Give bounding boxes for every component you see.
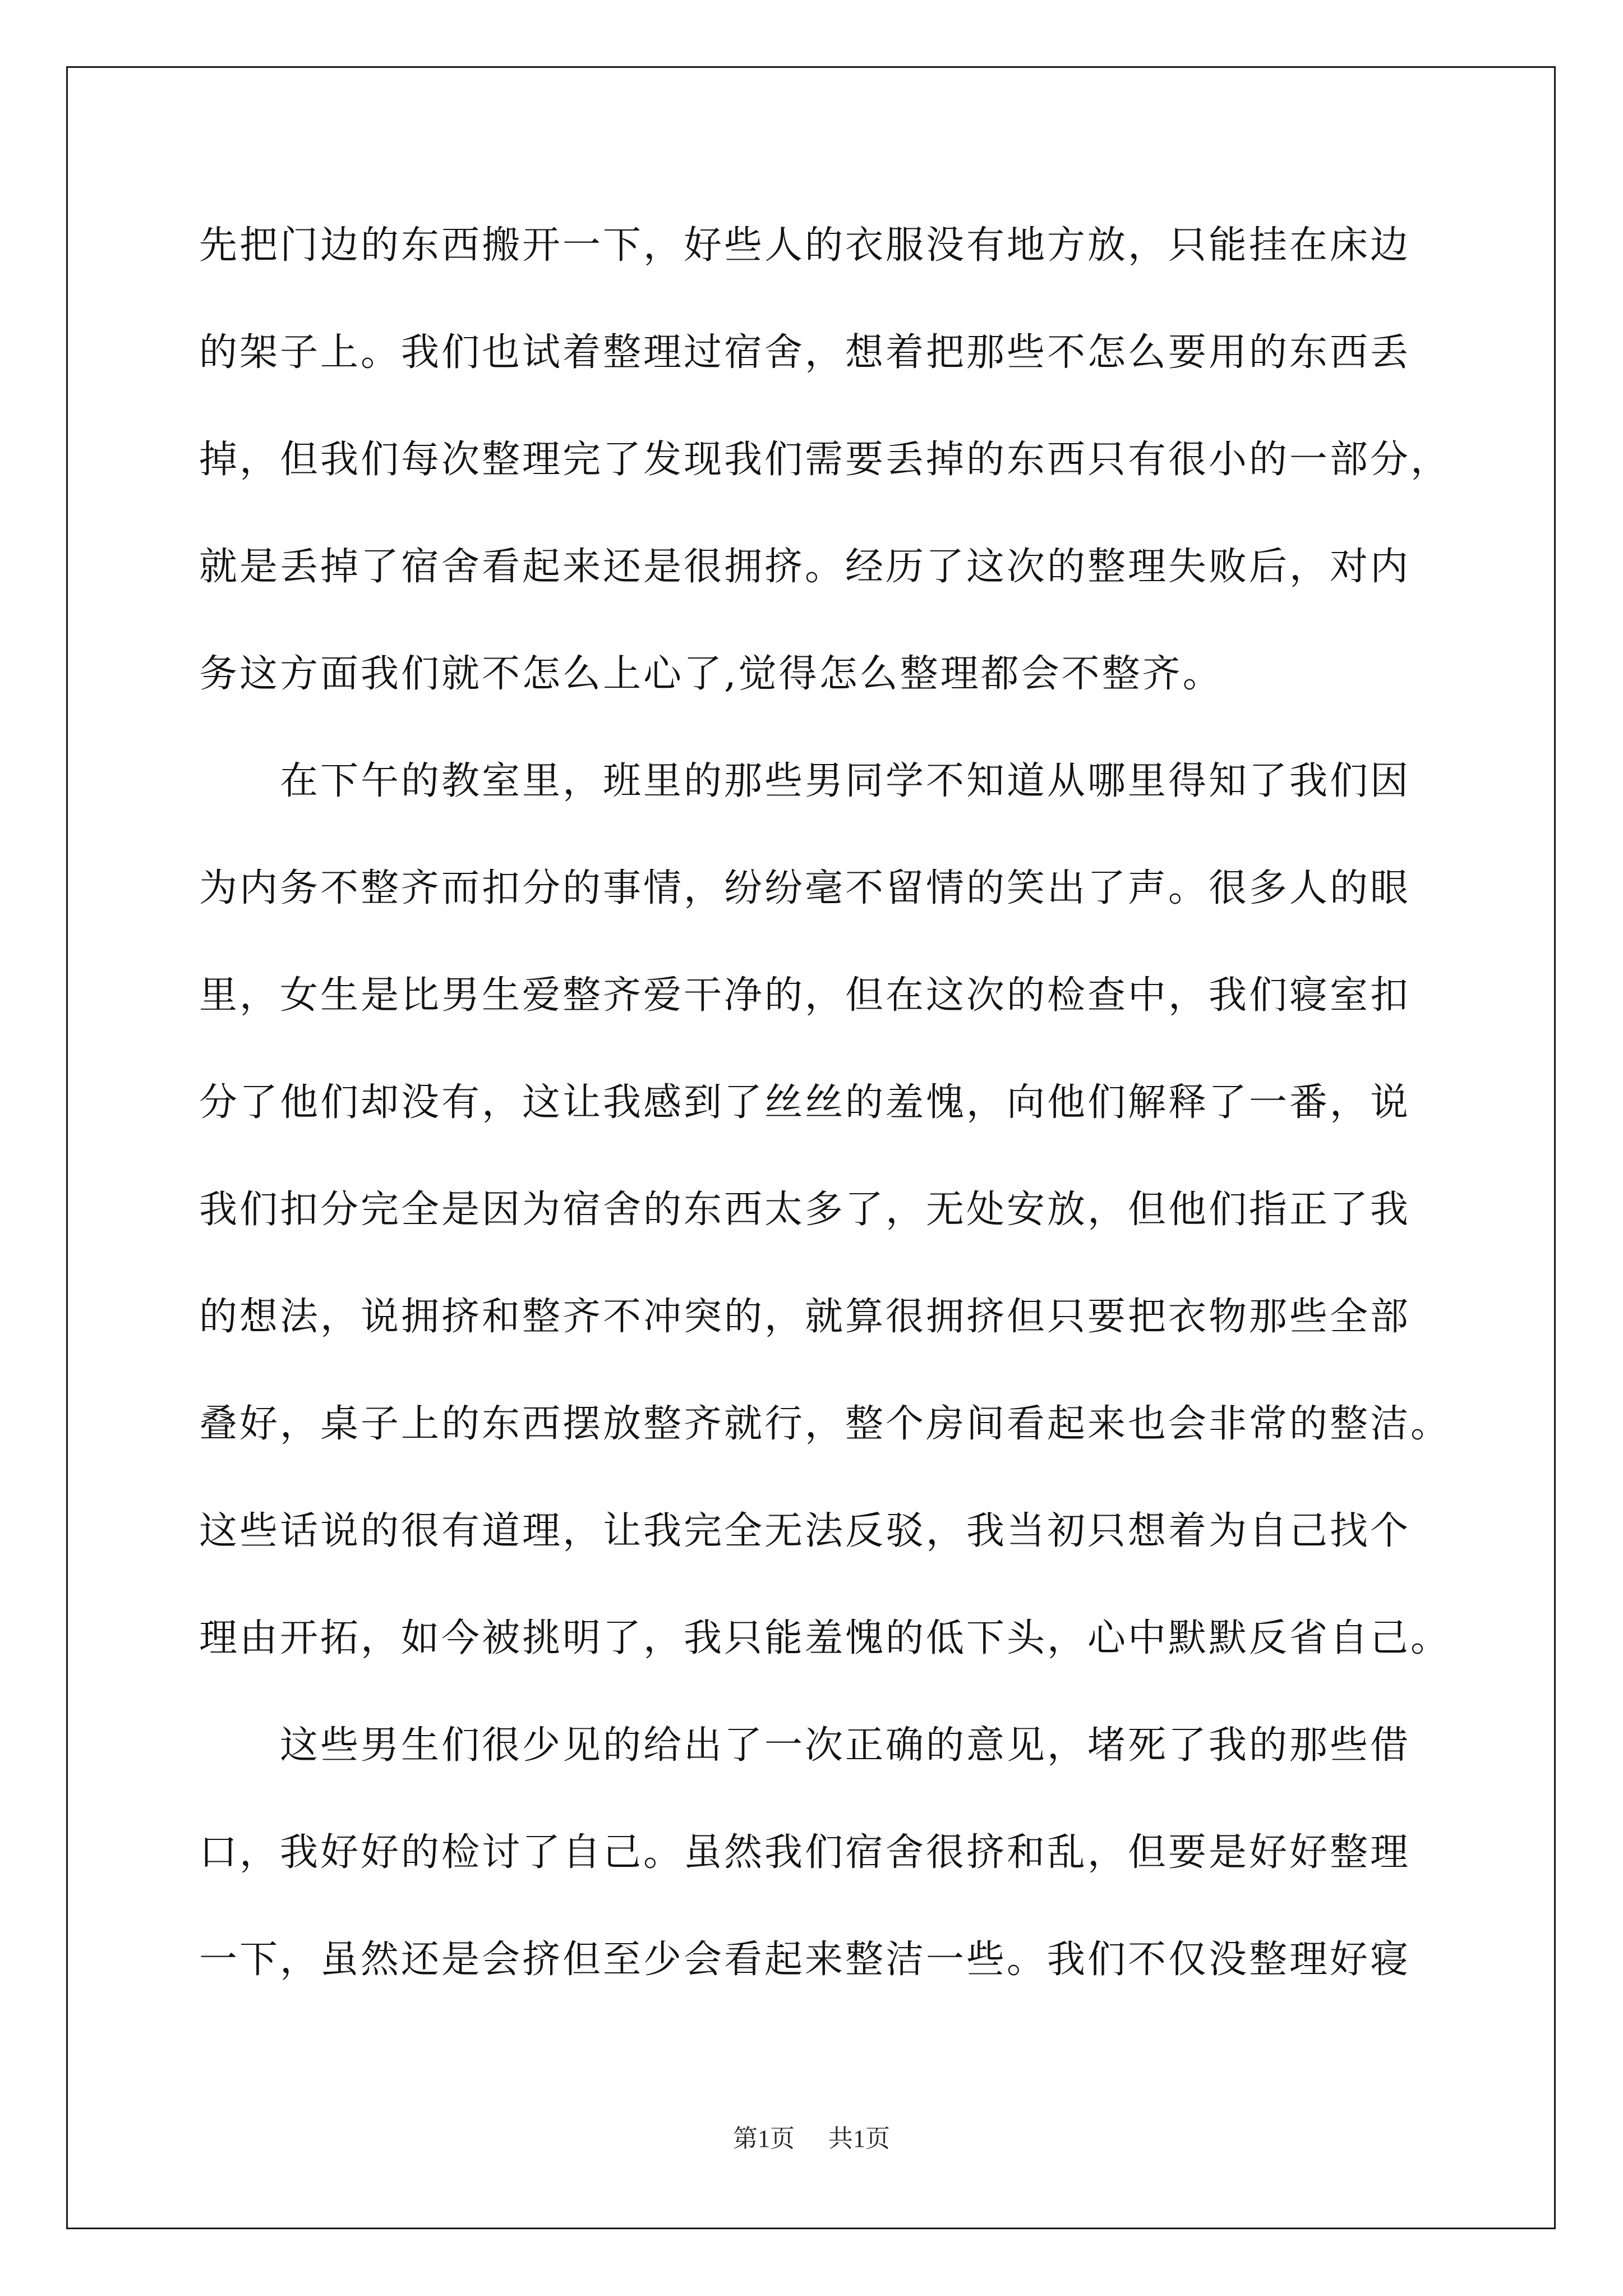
text-line: 一下，虽然还是会挤但至少会看起来整洁一些。我们不仅没整理好寝 [199, 1938, 1411, 1982]
document-body [199, 212, 1451, 2033]
paragraph-2 [199, 748, 1451, 1712]
text-line: 分了他们却没有，这让我感到了丝丝的羞愧，向他们解释了一番，说 [199, 1080, 1411, 1125]
text-line: 里，女生是比男生爱整齐爱干净的，但在这次的检查中，我们寝室扣 [199, 973, 1411, 1018]
text-line: 在下午的教室里，班里的那些男同学不知道从哪里得知了我们因 [280, 759, 1411, 803]
paragraph-3 [199, 1712, 1433, 2033]
text-line: 叠好，桌子上的东西摆放整齐就行，整个房间看起来也会非常的整洁。 [199, 1402, 1451, 1446]
text-line: 务这方面我们就不怎么上心了,觉得怎么整理都会不整齐。 [199, 652, 1223, 696]
page-number: 第1页 [733, 2125, 795, 2152]
text-line: 口，我好好的检讨了自己。虽然我们宿舍很挤和乱，但要是好好整理 [199, 1830, 1411, 1875]
text-line: 先把门边的东西搬开一下，好些人的衣服没有地方放，只能挂在床边 [199, 223, 1411, 268]
paragraph-1 [199, 212, 1451, 748]
text-line: 我们扣分完全是因为宿舍的东西太多了，无处安放，但他们指正了我 [199, 1188, 1411, 1232]
page-footer [0, 2122, 1623, 2156]
text-line: 这些男生们很少见的给出了一次正确的意见，堵死了我的那些借 [280, 1723, 1411, 1768]
text-line: 的想法，说拥挤和整齐不冲突的，就算很拥挤但只要把衣物那些全部 [199, 1295, 1411, 1339]
text-line: 就是丢掉了宿舍看起来还是很拥挤。经历了这次的整理失败后，对内 [199, 545, 1411, 589]
page-total: 共1页 [828, 2125, 890, 2152]
text-line: 的架子上。我们也试着整理过宿舍，想着把那些不怎么要用的东西丢 [199, 330, 1411, 375]
text-line: 这些话说的很有道理，让我完全无法反驳，我当初只想着为自己找个 [199, 1509, 1411, 1553]
text-line: 掉，但我们每次整理完了发现我们需要丢掉的东西只有很小的一部分， [199, 438, 1451, 482]
text-line: 理由开拓，如今被挑明了，我只能羞愧的低下头，心中默默反省自己。 [199, 1616, 1451, 1660]
text-line: 为内务不整齐而扣分的事情，纷纷毫不留情的笑出了声。很多人的眼 [199, 866, 1411, 910]
